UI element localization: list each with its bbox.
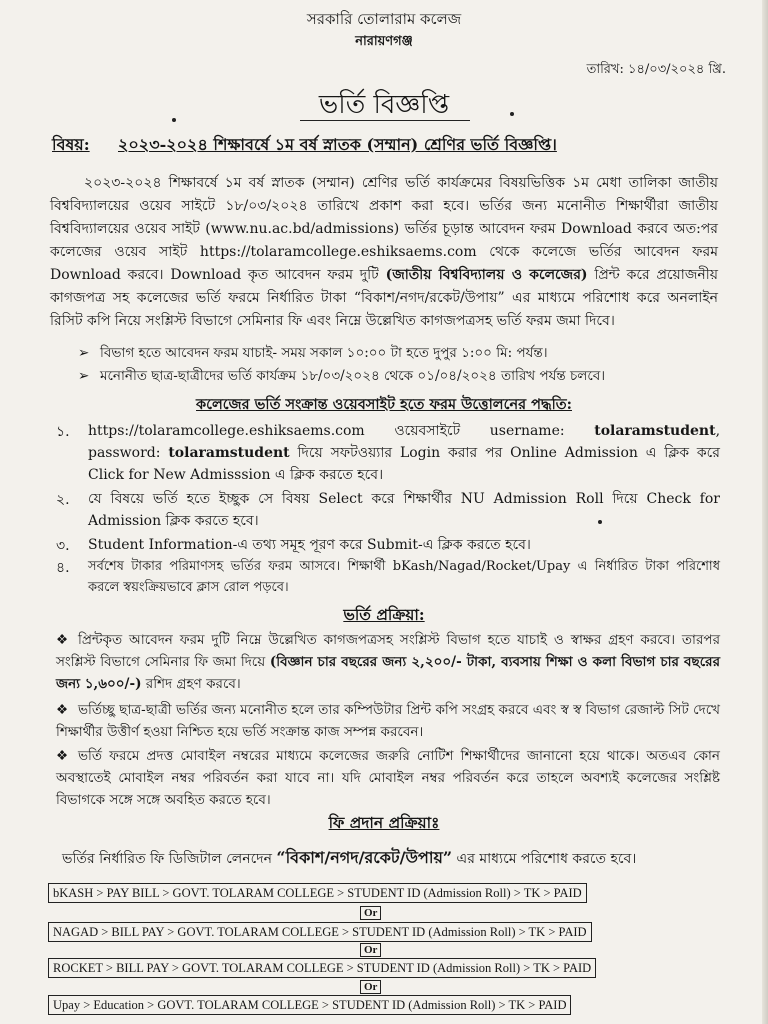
method-step: https://tolaramcollege.eshiksaems.com ওয়েবসাইটে username: tolaramstudent, password: tolaramstudent দিয়ে সফটওয়্যার Login করার পর Online Admission এ ক্লিক করে Click for New Admisssion এ ক্লিক করতে হবে। bbox=[88, 423, 721, 483]
or-label: Or bbox=[360, 980, 381, 994]
username-value: tolaramstudent bbox=[594, 423, 716, 439]
body-part-1: ২০২৩-২০২৪ শিক্ষাবর্ষে ১ম বর্ষ স্নাতক (সম্মান) শ্রেণির ভর্তি কার্যক্রমের বিষয়ভিত্তিক ১ম মেধা তালিকা জাতীয় বিশ্ববিদ্যালয়ের ওয়েব সাইটে ১৮/০৩/২০২৪ তারিখে প্রকাশ করা হবে। ভর্তির জন্য মনোনীত শিক্ষার্থীরা জাতীয় বিশ্ববিদ্যালয়ের ওয়েব সাইট (www.nu.ac.bd/admissions) ভর্তির চূড়ান্ত আবেদন ফরম Download করবে অত:পর কলেজের ওয়েব সাইট https://tolaramcollege.eshiksaems.com থেকে কলেজে ভর্তির আবেদন ফরম Download করবে। Download কৃত আবেদন ফরম দুটি bbox=[50, 175, 718, 283]
or-label: Or bbox=[360, 943, 381, 957]
password-value: tolaramstudent bbox=[168, 445, 290, 461]
body-paragraph bbox=[50, 172, 718, 333]
bkash-path: bKASH > PAY BILL > GOVT. TOLARAM COLLEGE > STUDENT ID (Admission Roll) > TK > PAID bbox=[48, 883, 587, 903]
fee-heading: ফি প্রদান প্রক্রিয়াঃ bbox=[328, 813, 440, 832]
or-label: Or bbox=[360, 906, 381, 920]
subject-label: বিষয়: bbox=[52, 135, 90, 154]
body-bold: (জাতীয় বিশ্ববিদ্যালয় ও কলেজের) bbox=[385, 267, 588, 283]
step-number: ১. bbox=[56, 424, 70, 440]
scan-dot bbox=[172, 118, 176, 122]
step-number: ২. bbox=[56, 492, 70, 508]
seminar-fee: (বিজ্ঞান চার বছরের জন্য ২,২০০/- টাকা, ব্যবসায় শিক্ষা ও কলা বিভাগ চার বছরের জন্য ১,৬০০/-) bbox=[56, 654, 720, 692]
schedule-item: ➢ বিভাগ হতে আবেদন ফরম যাচাই- সময় সকাল ১০:০০ টা হতে দুপুর ১:০০ মি: পর্যন্ত। bbox=[78, 345, 548, 361]
arrow-icon: ➢ bbox=[78, 368, 90, 384]
step-number: ৩. bbox=[56, 538, 70, 554]
method-heading: কলেজের ভর্তি সংক্রান্ত ওয়েবসাইট হতে ফরম উত্তোলনের পদ্ধতি: bbox=[196, 396, 572, 413]
fee-intro: ভর্তির নির্ধারিত ফি ডিজিটাল লেনদেন “বিকাশ/নগদ/রকেট/উপায়” এর মাধ্যমে পরিশোধ করতে হবে। bbox=[62, 848, 637, 867]
process-heading: ভর্তি প্রক্রিয়া: bbox=[343, 605, 425, 624]
body-part-2: প্রিন্ট করে প্রয়োজনীয় কাগজপত্র সহ কলেজের ভর্তি ফরমে নির্ধারিত টাকা “বিকাশ/নগদ/রকেট/উপায়” এর মাধ্যমে পরিশোধ করে অনলাইন রিসিট কপি নিয়ে সংশ্লিস্ট বিভাগে সেমিনার ফি এবং নিম্নে উল্লেখিত কাগজপত্রসহ ভর্তি ফরম জমা দিবে। bbox=[50, 267, 718, 329]
arrow-icon: ➢ bbox=[78, 345, 90, 361]
scan-dot bbox=[510, 112, 514, 116]
page-title: ভর্তি বিজ্ঞপ্তি bbox=[318, 90, 450, 120]
process-item: ❖ ভর্তি ফরমে প্রদত্ত মোবাইল নম্বরের মাধ্যমে কলেজের জরুরি নোটিশ শিক্ষার্থীদের জানানো হয়ে থাকে। অতএব কোন অবস্থাতেই মোবাইল নম্বর পরিবর্তন করা যাবে না। যদি মোবাইল নম্বর পরিবর্তন করে তাহলে অবশ্যই কলেজের সংশ্লিষ্ট বিভাগকে সঙ্গে সঙ্গে অবহিত করতে হবে। bbox=[56, 745, 720, 811]
diamond-bullet-icon: ❖ bbox=[56, 748, 69, 764]
process-item: ❖ প্রিন্টকৃত আবেদন ফরম দুটি নিম্নে উল্লেখিত কাগজপত্রসহ সংশ্লিস্ট বিভাগ হতে যাচাই ও স্বাক্ষর গ্রহণ করবে। তারপর সংশ্লিস্ট বিভাগে সেমিনার ফি জমা দিয়ে (বিজ্ঞান চার বছরের জন্য ২,২০০/- টাকা, ব্যবসায় শিক্ষা ও কলা বিভাগ চার বছরের জন্য ১,৬০০/-) রশিদ গ্রহণ করবে। bbox=[56, 629, 720, 695]
method-step: যে বিষয়ে ভর্তি হতে ইচ্ছুক সে বিষয় Select করে শিক্ষার্থীর NU Admission Roll দিয়ে Check for Admission ক্লিক করতে হবে। bbox=[88, 491, 720, 529]
payment-methods: “বিকাশ/নগদ/রকেট/উপায়” bbox=[276, 848, 453, 867]
method-step: সর্বশেষ টাকার পরিমাণসহ ভর্তির ফরম আসবে। শিক্ষার্থী bKash/Nagad/Rocket/Upay এ নির্ধারিত টাকা পরিশোধ করলে স্বয়ংক্রিয়ভাবে ক্লাস রোল পড়বে। bbox=[88, 559, 720, 595]
method-step: Student Information-এ তথ্য সমূহ পূরণ করে Submit-এ ক্লিক করতে হবে। bbox=[88, 537, 531, 553]
notice-date: তারিখ: ১৪/০৩/২০২৪ খ্রি. bbox=[586, 62, 726, 77]
paper-edge bbox=[762, 0, 768, 1024]
subject-text: ২০২৩-২০২৪ শিক্ষাবর্ষে ১ম বর্ষ স্নাতক (সম্মান) শ্রেণির ভর্তি বিজ্ঞপ্তি। bbox=[118, 135, 557, 154]
schedule-item: ➢ মনোনীত ছাত্র-ছাত্রীদের ভর্তি কার্যক্রম ১৮/০৩/২০২৪ থেকে ০১/০৪/২০২৪ তারিখ পর্যন্ত চলবে। bbox=[78, 368, 606, 384]
step-number: ৪. bbox=[56, 560, 70, 576]
rocket-path: ROCKET > BILL PAY > GOVT. TOLARAM COLLEGE > STUDENT ID (Admission Roll) > TK > PAID bbox=[48, 958, 596, 978]
title-underline bbox=[300, 120, 470, 121]
college-name: সরকারি তোলারাম কলেজ bbox=[306, 10, 462, 28]
scan-dot bbox=[598, 520, 602, 524]
nagad-path: NAGAD > BILL PAY > GOVT. TOLARAM COLLEGE > STUDENT ID (Admission Roll) > TK > PAID bbox=[48, 922, 592, 942]
district-name: নারায়ণগঞ্জ bbox=[355, 34, 413, 49]
diamond-bullet-icon: ❖ bbox=[56, 632, 69, 648]
process-item: ❖ ভর্তিচ্ছু ছাত্র-ছাত্রী ভর্তির জন্য মনোনীত হলে তার কম্পিউটার প্রিন্ট কপি সংগ্রহ করবে এবং স্ব স্ব বিভাগ রেজাল্ট সিট দেখে শিক্ষার্থীর উত্তীর্ণ হওয়া নিশ্চিত হয়ে ভর্তি সংক্রান্ত কাজ সম্পন্ন করবেন। bbox=[56, 699, 720, 743]
diamond-bullet-icon: ❖ bbox=[56, 702, 69, 718]
upay-path: Upay > Education > GOVT. TOLARAM COLLEGE > STUDENT ID (Admission Roll) > TK > PAID bbox=[48, 995, 571, 1015]
